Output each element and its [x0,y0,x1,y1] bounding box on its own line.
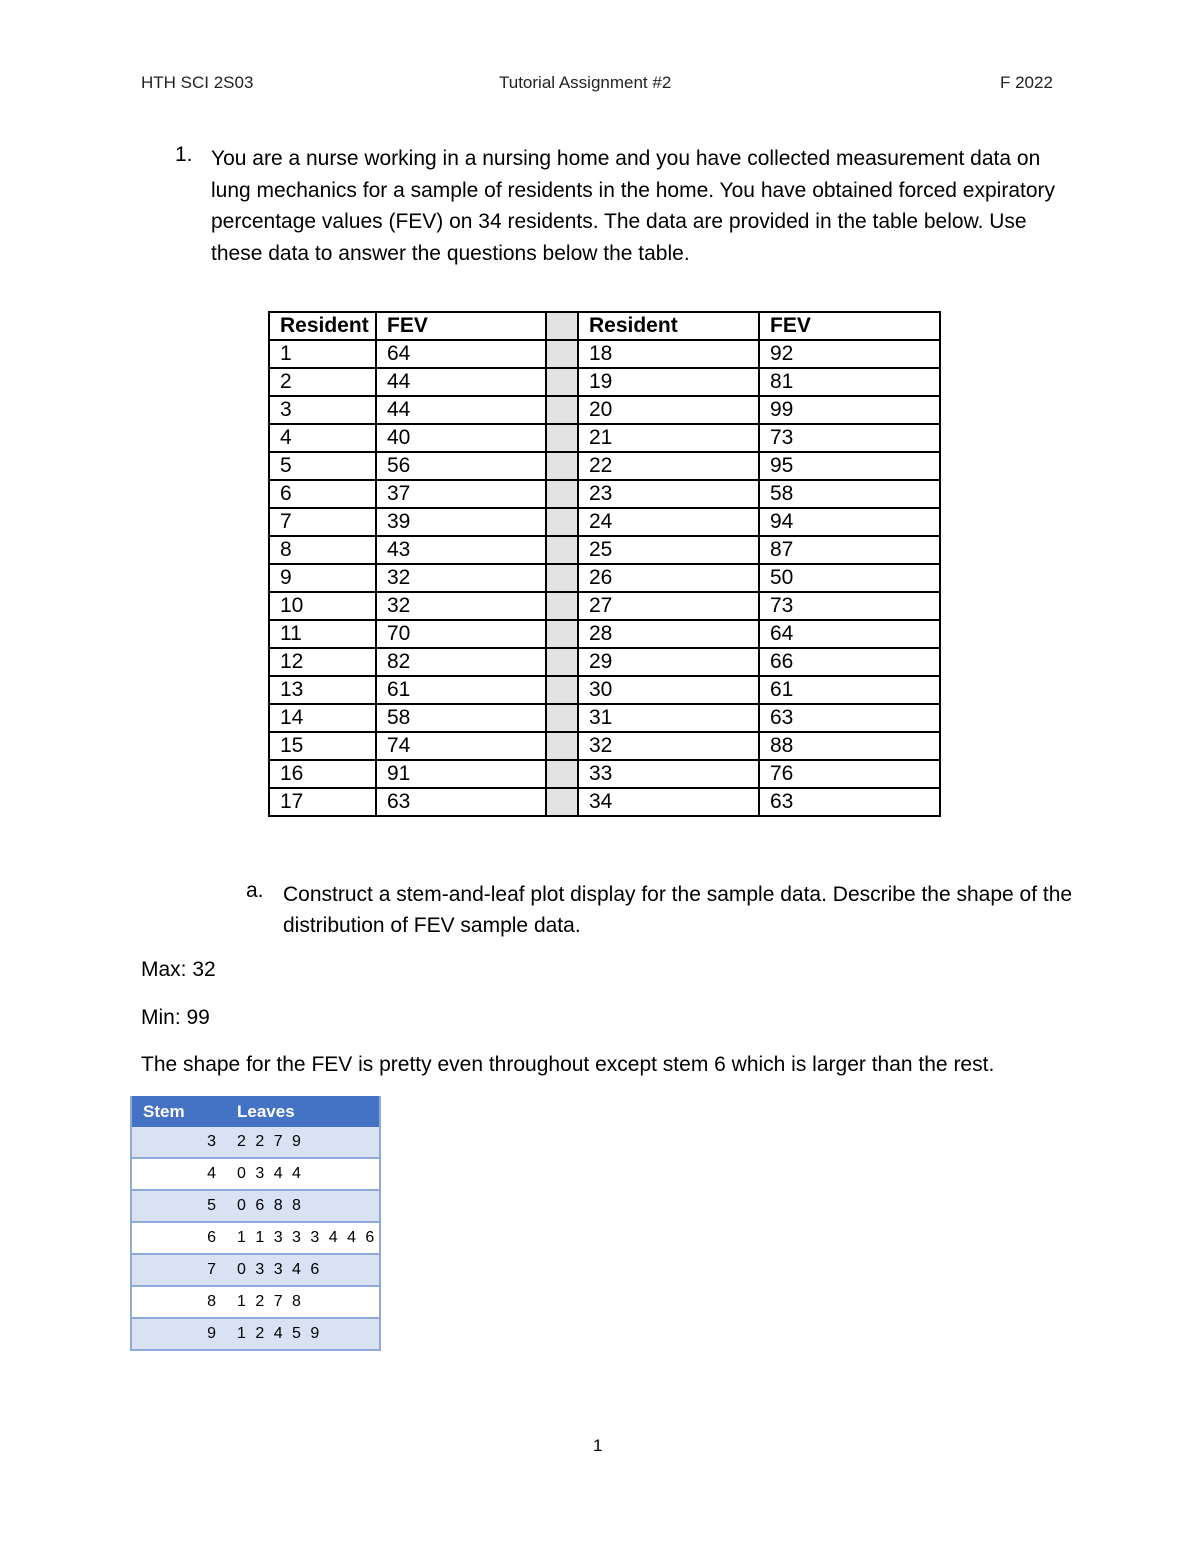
table-spacer [546,788,578,816]
table-cell: 82 [376,648,546,676]
header-term: F 2022 [1000,73,1053,92]
table-spacer [546,396,578,424]
table-row [269,760,940,788]
table-cell: 9 [269,564,376,592]
table-cell: 63 [759,704,940,732]
table-cell: 5 [269,452,376,480]
table-spacer [546,480,578,508]
table-row [269,564,940,592]
table-cell: 32 [578,732,759,760]
table-cell: 76 [759,760,940,788]
table-spacer [546,452,578,480]
table-cell: 4 [269,424,376,452]
table-cell: 44 [376,396,546,424]
table-cell: 63 [759,788,940,816]
column-header: Resident [578,312,759,340]
table-cell: 70 [376,620,546,648]
table-cell: 66 [759,648,940,676]
question-number: 1. [175,143,193,166]
table-cell: 26 [578,564,759,592]
table-cell: 15 [269,732,376,760]
stem-value: 9 [131,1318,237,1350]
table-row [269,424,940,452]
table-row [269,592,940,620]
table-cell: 91 [376,760,546,788]
table-header-row [269,312,940,340]
stem-leaf-row [131,1190,380,1222]
stem-leaf-header-row [131,1096,380,1127]
table-cell: 73 [759,592,940,620]
table-row [269,368,940,396]
stem-leaf-row [131,1158,380,1190]
table-cell: 61 [376,676,546,704]
leaves-value: 1 1 3 3 3 4 4 6 [237,1222,380,1254]
stem-value: 4 [131,1158,237,1190]
table-cell: 24 [578,508,759,536]
stem-leaf-row [131,1127,380,1158]
table-cell: 64 [376,340,546,368]
table-cell: 33 [578,760,759,788]
table-spacer [546,760,578,788]
table-cell: 58 [759,480,940,508]
table-cell: 43 [376,536,546,564]
table-row [269,396,940,424]
header-course: HTH SCI 2S03 [141,73,254,92]
stem-value: 6 [131,1222,237,1254]
table-row [269,620,940,648]
leaves-value: 1 2 7 8 [237,1286,380,1318]
leaves-value: 0 6 8 8 [237,1190,380,1222]
table-cell: 64 [759,620,940,648]
table-cell: 39 [376,508,546,536]
table-cell: 3 [269,396,376,424]
table-cell: 1 [269,340,376,368]
leaves-header: Leaves [237,1096,380,1127]
table-cell: 50 [759,564,940,592]
answer-min: Min: 99 [141,1006,210,1029]
table-spacer [546,508,578,536]
table-cell: 94 [759,508,940,536]
table-cell: 12 [269,648,376,676]
table-row [269,480,940,508]
table-row [269,452,940,480]
table-cell: 95 [759,452,940,480]
part-a-label: a. [246,879,264,902]
table-row [269,648,940,676]
table-spacer [546,564,578,592]
table-row [269,788,940,816]
leaves-value: 0 3 4 4 [237,1158,380,1190]
table-spacer [546,536,578,564]
stem-leaf-row [131,1254,380,1286]
table-cell: 17 [269,788,376,816]
table-cell: 21 [578,424,759,452]
table-spacer [546,620,578,648]
table-cell: 34 [578,788,759,816]
table-cell: 56 [376,452,546,480]
table-cell: 14 [269,704,376,732]
table-cell: 7 [269,508,376,536]
table-cell: 32 [376,592,546,620]
table-cell: 32 [376,564,546,592]
part-a-text: Construct a stem-and-leaf plot display for the sample data. Describe the shape of the distribution of FEV sample data. [283,883,1073,937]
table-cell: 99 [759,396,940,424]
table-cell: 27 [578,592,759,620]
table-cell: 44 [376,368,546,396]
stem-leaf-row [131,1286,380,1318]
table-cell: 8 [269,536,376,564]
answer-shape: The shape for the FEV is pretty even throughout except stem 6 which is larger than the rest. [141,1053,995,1076]
table-cell: 29 [578,648,759,676]
stem-leaf-table [130,1096,381,1351]
table-spacer [546,368,578,396]
stem-value: 3 [131,1127,237,1158]
table-cell: 37 [376,480,546,508]
table-spacer [546,732,578,760]
table-cell: 28 [578,620,759,648]
table-cell: 30 [578,676,759,704]
table-cell: 19 [578,368,759,396]
table-cell: 25 [578,536,759,564]
table-cell: 31 [578,704,759,732]
table-cell: 61 [759,676,940,704]
table-cell: 88 [759,732,940,760]
table-spacer [546,424,578,452]
table-cell: 58 [376,704,546,732]
stem-value: 7 [131,1254,237,1286]
answer-max: Max: 32 [141,958,216,981]
table-cell: 74 [376,732,546,760]
table-cell: 10 [269,592,376,620]
question-text: You are a nurse working in a nursing home and you have collected measurement data on lung mechanics for a sample of residents in the home. You have obtained forced expiratory percentage values (FEV) on 34 residents. The data are provided in the table below. Use these data to answer the questions below the table. [211,147,1056,265]
table-cell: 22 [578,452,759,480]
column-header: FEV [759,312,940,340]
page-number: 1 [593,1436,603,1455]
table-row [269,508,940,536]
table-cell: 87 [759,536,940,564]
table-cell: 6 [269,480,376,508]
leaves-value: 2 2 7 9 [237,1127,380,1158]
table-cell: 11 [269,620,376,648]
table-cell: 92 [759,340,940,368]
column-header: Resident [269,312,376,340]
table-cell: 18 [578,340,759,368]
table-cell: 13 [269,676,376,704]
table-row [269,676,940,704]
column-header: FEV [376,312,546,340]
table-spacer [546,676,578,704]
table-cell: 16 [269,760,376,788]
stem-value: 5 [131,1190,237,1222]
table-spacer [546,704,578,732]
stem-value: 8 [131,1286,237,1318]
leaves-value: 0 3 3 4 6 [237,1254,380,1286]
table-cell: 73 [759,424,940,452]
stem-header: Stem [131,1096,237,1127]
table-cell: 23 [578,480,759,508]
table-cell: 63 [376,788,546,816]
table-row [269,536,940,564]
table-row [269,732,940,760]
table-spacer [546,592,578,620]
table-cell: 20 [578,396,759,424]
table-cell: 81 [759,368,940,396]
fev-data-table [268,311,941,817]
stem-leaf-row [131,1318,380,1350]
table-spacer [546,648,578,676]
stem-leaf-row [131,1222,380,1254]
leaves-value: 1 2 4 5 9 [237,1318,380,1350]
table-row [269,340,940,368]
table-spacer [546,312,578,340]
table-row [269,704,940,732]
table-spacer [546,340,578,368]
table-cell: 40 [376,424,546,452]
table-cell: 2 [269,368,376,396]
header-title: Tutorial Assignment #2 [499,73,672,92]
